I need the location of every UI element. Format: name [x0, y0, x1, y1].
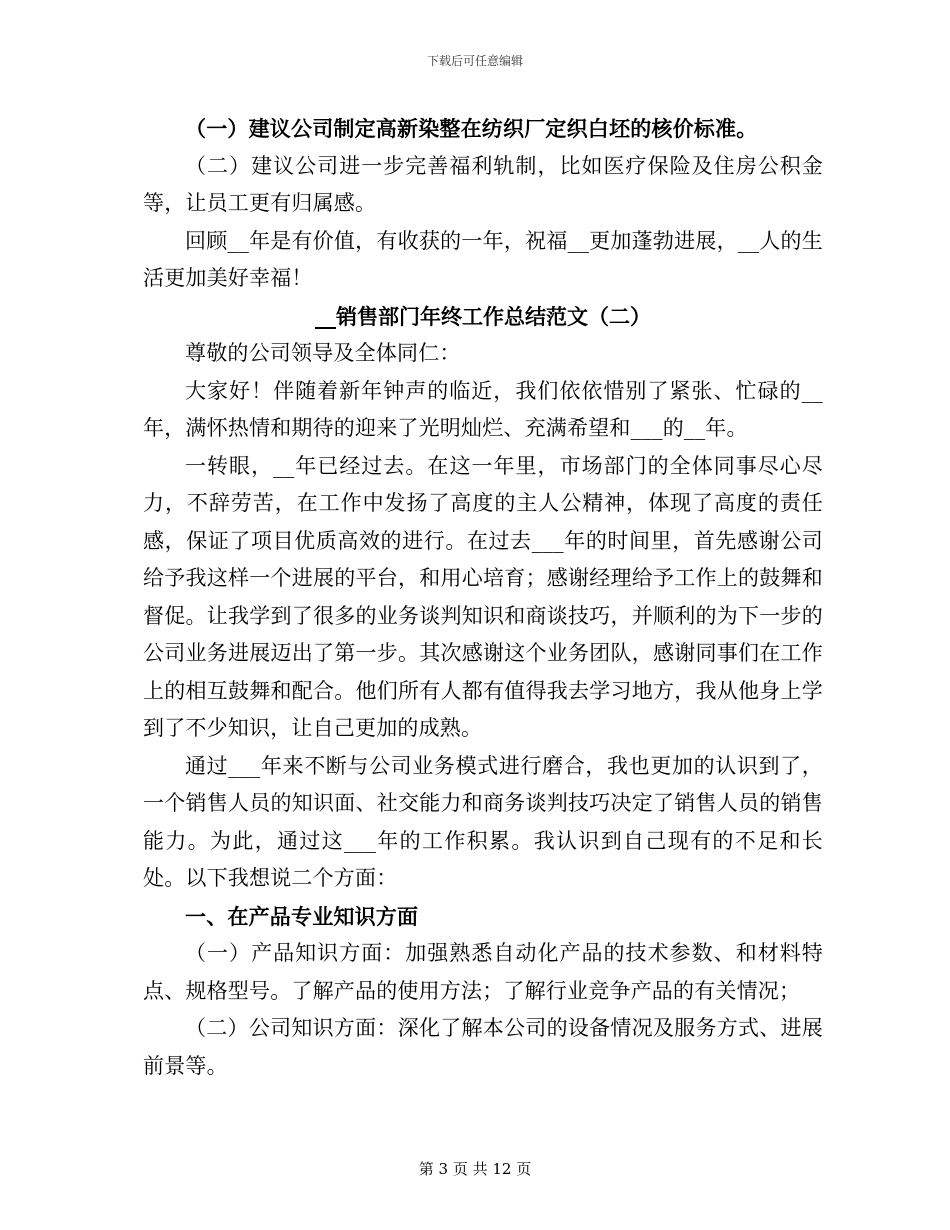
- subheading-product-knowledge: 一、在产品专业知识方面: [185, 903, 419, 929]
- document-body: [143, 110, 823, 1085]
- section-title: __销售部门年终工作总结范文（二）: [315, 303, 651, 329]
- paragraph-suggestion-1: （一）建议公司制定高新染整在纺织厂定织白坯的核价标准。: [185, 116, 758, 141]
- item-company-knowledge: （二）公司知识方面：深化了解本公司的设备情况及服务方式、进展前景等。: [143, 1016, 823, 1078]
- item-product-knowledge: （一）产品知识方面：加强熟悉自动化产品的技术参数、和材料特点、规格型号。了解产品的使用方法；了解行业竞争产品的有关情况；: [143, 941, 823, 1003]
- paragraph-thanks: 一转眼，__年已经过去。在这一年里，市场部门的全体同事尽心尽力，不辞劳苦，在工作中发扬了高度的主人公精神，体现了高度的责任感，保证了项目优质高效的进行。在过去___年的时间里，首先感谢公司给予我这样一个进展的平台，和用心培育；感谢经理给予工作上的鼓舞和督促。让我学到了很多的业务谈判知识和商谈技巧，并顺利的为下一步的公司业务进展迈出了第一步。其次感谢这个业务团队，感谢同事们在工作上的相互鼓舞和配合。他们所有人都有值得我去学习地方，我从他身上学到了不少知识，让自己更加的成熟。: [143, 453, 823, 740]
- paragraph-reflection: 通过___年来不断与公司业务模式进行磨合，我也更加的认识到了，一个销售人员的知识面、社交能力和商务谈判技巧决定了销售人员的销售能力。为此，通过这___年的工作积累。我认识到自己现有的不足和长处。以下我想说二个方面：: [143, 753, 823, 890]
- page-number: 第 3 页 共 12 页: [418, 1160, 532, 1178]
- paragraph-suggestion-2: （二）建议公司进一步完善福利轨制，比如医疗保险及住房公积金等，让员工更有归属感。: [143, 153, 823, 215]
- page-header: 下载后可任意编辑: [426, 54, 523, 68]
- paragraph-review: 回顾__年是有价值，有收获的一年，祝福__更加蓬勃进展，__人的生活更加美好幸福！: [143, 228, 823, 290]
- paragraph-greeting: 大家好！伴随着新年钟声的临近，我们依依惜别了紧张、忙碌的__年，满怀热情和期待的迎来了光明灿烂、充满希望和___的__年。: [143, 378, 823, 440]
- salutation: 尊敬的公司领导及全体同仁：: [185, 341, 461, 365]
